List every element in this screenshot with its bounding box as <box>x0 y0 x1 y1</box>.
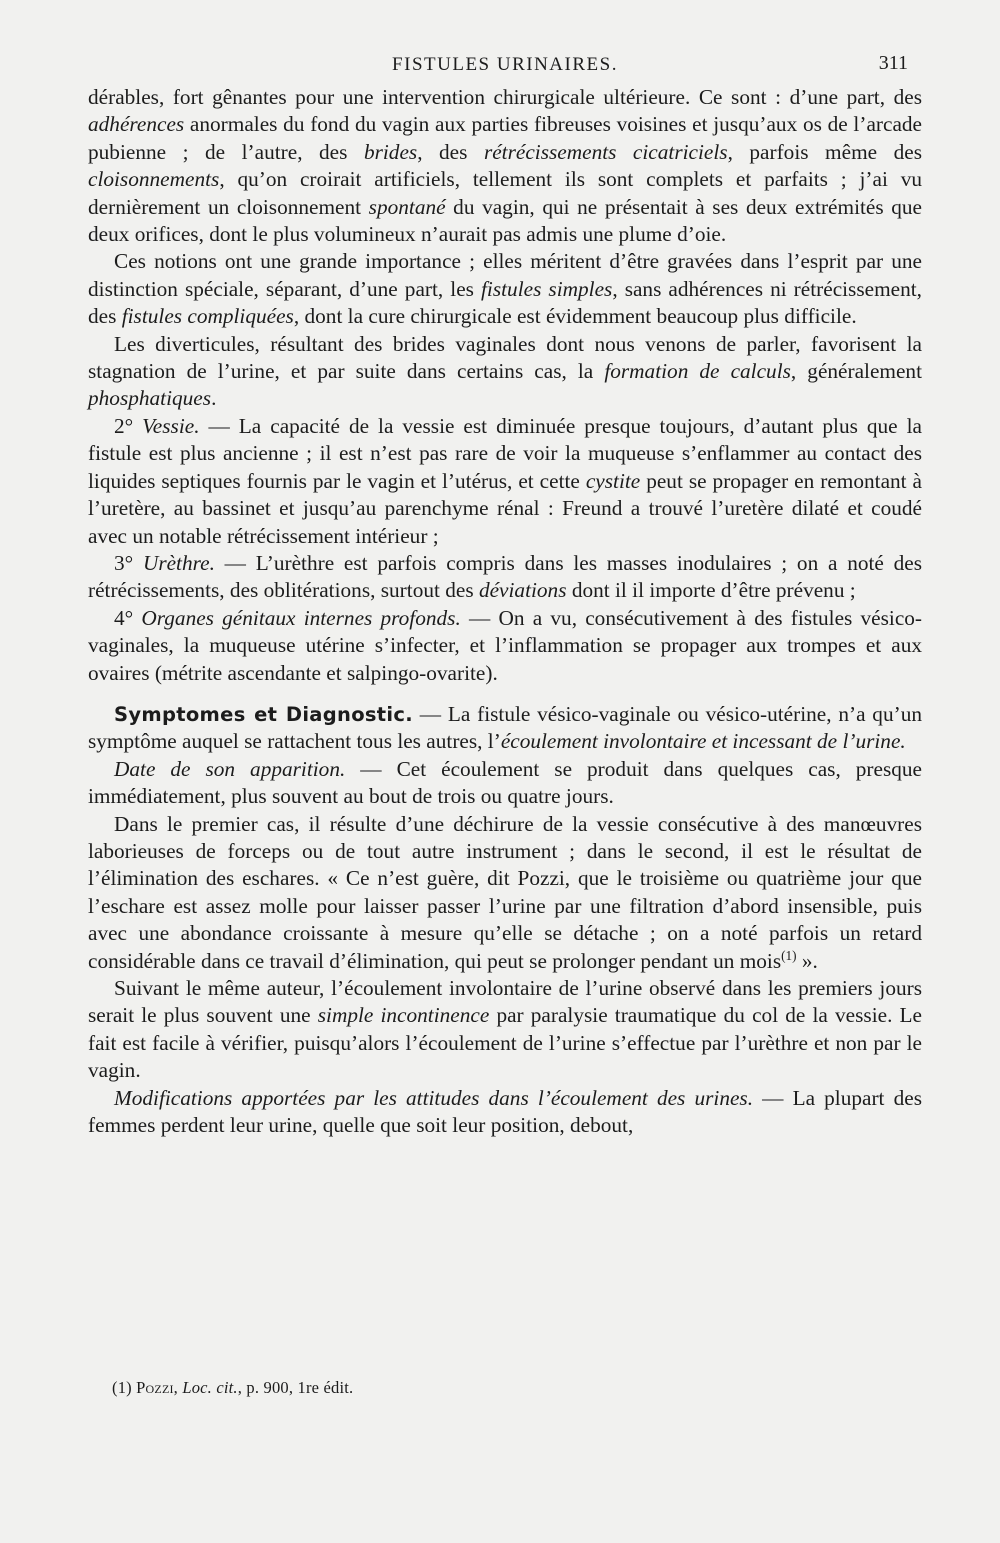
text: Suivant le même auteur, l’écoulement involontaire de l’urine observé dans les premiers jours serait le plus souvent une <box>88 976 922 1028</box>
paragraph <box>88 701 922 756</box>
text: — L’urèthre est parfois compris dans les masses inodulaires ; on a noté des rétrécissements, des oblitérations, surtout des <box>88 550 923 603</box>
footnote-text: , p. 900, 1re édit. <box>237 1378 354 1397</box>
footnote-author: Pozzi <box>136 1378 174 1397</box>
body-text <box>88 84 922 1139</box>
item-number: 4° <box>114 605 134 630</box>
italic-term: formation de calculs <box>604 359 791 384</box>
text: ». <box>796 948 818 973</box>
italic-term: fistules simples <box>481 276 613 301</box>
italic-term: spontané <box>368 194 446 219</box>
text: — La fistule vésico-vaginale ou vésico-utérine, n’a qu’un symptôme auquel se rattachent tous les autres, l’ <box>88 701 922 754</box>
italic-term: cloisonnements <box>88 167 220 192</box>
text: du vagin, qui ne présentait à ses deux extrémités que deux orifices, dont le plus volumineux n’aurait pas admis une plume d’oie. <box>88 194 922 247</box>
item-number: 2° <box>114 413 134 438</box>
text: anormales du fond du vagin aux parties fibreuses voisines et jusqu’aux os de l’arcade pubienne ; de l’autre, des <box>88 112 922 164</box>
text: . <box>211 386 217 411</box>
footnote-ref-title: Loc. cit. <box>182 1378 238 1397</box>
italic-term: simple incontinence <box>317 1003 490 1028</box>
paragraph <box>88 84 922 248</box>
italic-term: rétrécissements cicatriciels <box>483 139 728 164</box>
italic-term: brides <box>363 139 418 164</box>
text: , des <box>417 139 484 164</box>
footnote-mark: (1) <box>112 1378 132 1397</box>
italic-term: Vessie. <box>142 413 200 438</box>
text: peut se propager en remontant à l’uretère, au bassinet et jusqu’au parenchyme rénal : Freund a trouvé l’uretère dilaté et coudé avec un notable rétrécissement intérieur ; <box>88 468 923 548</box>
italic-term: déviations <box>478 578 567 603</box>
text: — La capacité de la vessie est diminuée presque toujours, d’autant plus que la fistule est plus ancienne ; il est n’est pas rare de voir la muqueuse s’enflammer au contact des liquides septiques fournis par le vagin et l’utérus, et cette <box>88 413 922 493</box>
item-number: 3° <box>114 550 134 575</box>
text: Les diverticules, résultant des brides vaginales dont nous venons de parler, favorisent la stagnation de l’urine, et par suite dans certains cas, la <box>88 331 922 384</box>
footnote: (1) Pozzi, Loc. cit., p. 900, 1re édit. <box>112 1378 354 1397</box>
paragraph <box>88 248 922 330</box>
italic-term: Urèthre. <box>142 550 215 575</box>
paragraph <box>88 975 922 1085</box>
paragraph <box>88 331 922 413</box>
text: Ces notions ont une grande importance ; elles méritent d’être gravées dans l’esprit par une distinction spéciale, séparant, d’une part, les <box>88 249 922 301</box>
paragraph <box>88 413 922 550</box>
paragraph <box>88 756 922 811</box>
paragraph <box>88 550 922 605</box>
text: , généralement <box>790 359 922 384</box>
text: , parfois même des <box>727 139 922 164</box>
text: dont il il importe d’être prévenu ; <box>566 578 856 603</box>
text: , sans adhérences ni rétrécissement, des <box>88 276 922 329</box>
section-heading: Symptomes et Diagnostic. <box>114 702 413 726</box>
italic-term: phosphatiques <box>88 386 212 411</box>
text: , qu’on croirait artificiels, tellement ils sont complets et parfaits ; j’ai vu dernièrement un cloisonnement <box>88 167 922 219</box>
italic-term: Date de son apparition. <box>114 756 346 781</box>
paragraph <box>88 605 922 687</box>
italic-term: Organes génitaux internes profonds. <box>141 605 461 630</box>
italic-term: adhérences <box>88 112 185 137</box>
text: — On a vu, consécutivement à des fistules vésico-vaginales, la muqueuse utérine s’infecter, et l’inflammation se propager aux trompes et aux ovaires (métrite ascendante et salpingo-ovarite). <box>88 605 923 685</box>
paragraph <box>88 811 922 975</box>
italic-term: écoulement involontaire et incessant de l’urine. <box>500 729 906 754</box>
running-title: FISTULES URINAIRES. <box>392 54 618 75</box>
italic-term: cystite <box>585 468 641 493</box>
text: Dans le premier cas, il résulte d’une déchirure de la vessie consécutive à des manœuvres laborieuses de forceps ou de tout autre instrument ; dans le second, il est le résultat de l’élimination des eschares. « Ce n’est guère, dit Pozzi, que le troisième ou quatrième jour que l’eschare est assez molle pour laisser passer l’urine par une filtration d’abord insensible, puis avec une abondance croissante à mesure qu’elle se détache ; on a noté parfois un retard considérable dans ce travail d’élimination, qui peut se prolonger pendant un mois <box>88 811 922 973</box>
paragraph <box>88 1085 922 1140</box>
text: — Cet écoulement se produit dans quelques cas, presque immédiatement, plus souvent au bout de trois ou quatre jours. <box>88 756 922 809</box>
page-number: 311 <box>878 52 908 74</box>
text: — La plupart des femmes perdent leur urine, quelle que soit leur position, debout, <box>88 1085 922 1138</box>
italic-term: fistules compliquées <box>121 304 294 329</box>
text: par paralysie traumatique du col de la vessie. Le fait est facile à vérifier, puisqu’alors l’écoulement de l’urine s’effectue par l’urèthre et non par le vagin. <box>88 1003 923 1083</box>
page-header <box>90 52 920 82</box>
text: , dont la cure chirurgicale est évidemment beaucoup plus difficile. <box>293 304 857 329</box>
italic-term: Modifications apportées par les attitudes dans l’écoulement des urines. <box>114 1085 754 1110</box>
text: dérables, fort gênantes pour une intervention chirurgicale ultérieure. Ce sont : d’une part, des <box>88 85 922 109</box>
footnote-ref[interactable]: (1) <box>781 947 797 963</box>
